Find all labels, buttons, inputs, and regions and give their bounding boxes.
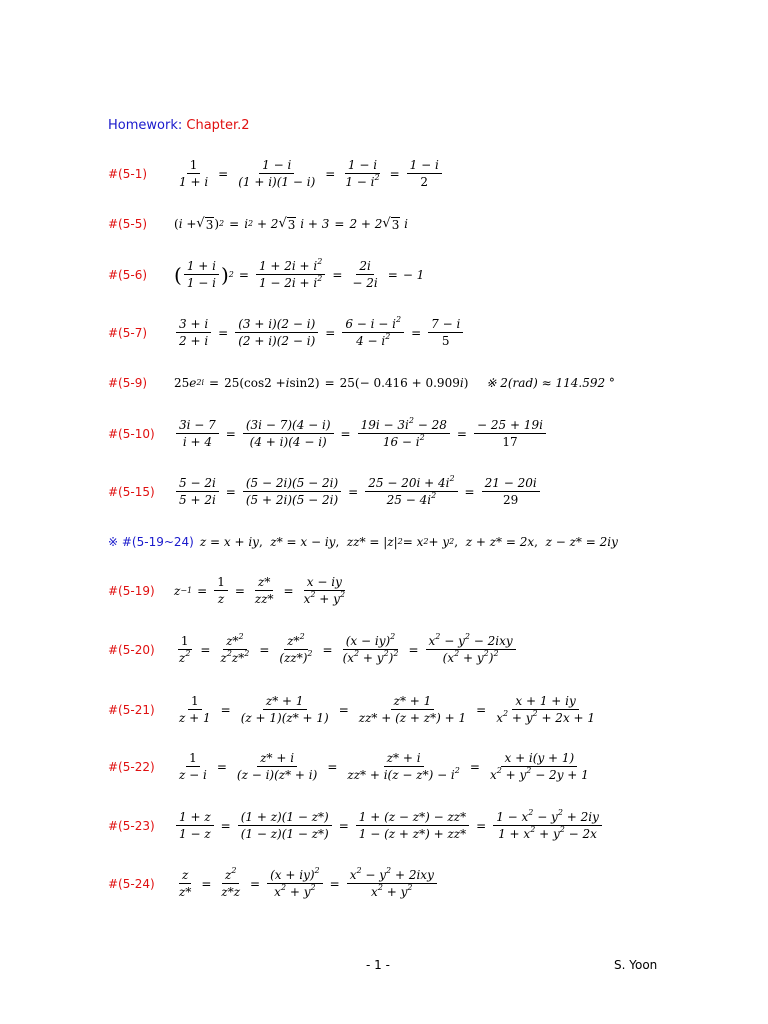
equation: $\frac{1}{z^2}$ = $\frac{z*^2}{z^2z*^2}$ = $\frac{z*^2}{(zz*)^2}$ = $\frac{(x - iy)^2}{(x^2 + y^2)^2}$ = $\frac{x^2 - y^2 - 2ixy}{(x^2 + y^2)^2}$ bbox=[174, 634, 518, 665]
homework-label: Homework: bbox=[108, 118, 183, 133]
equation: $\frac{z}{z*}$ = $\frac{z^2}{z*z}$ = $\frac{(x + iy)^2}{x^2 + y^2}$ = $\frac{x^2 - y^2 + 2ixy}{x^2 + y^2}$ bbox=[174, 868, 439, 899]
problem-label: #(5-10) bbox=[108, 426, 155, 441]
problem-5-20 bbox=[108, 634, 518, 665]
problem-5-1 bbox=[108, 158, 444, 189]
page-heading bbox=[108, 118, 250, 133]
problem-5-22 bbox=[108, 751, 594, 782]
problem-label: #(5-22) bbox=[108, 759, 155, 774]
page-number: - 1 - bbox=[366, 958, 390, 972]
equation: ( $\frac{1 + i}{1 - i}$ ) 2 = $\frac{1 + 2i + i^2}{1 - 2i + i^2}$ = $\frac{2i}{- 2i}$ = − 1 bbox=[174, 257, 425, 290]
problem-label: #(5-19) bbox=[108, 583, 155, 598]
problem-5-6 bbox=[108, 259, 424, 290]
problem-label: #(5-9) bbox=[108, 376, 148, 390]
problem-label: #(5-6) bbox=[108, 267, 148, 282]
chapter-label: Chapter.2 bbox=[186, 118, 250, 133]
problem-5-21 bbox=[108, 694, 600, 725]
problem-label: #(5-1) bbox=[108, 166, 148, 181]
radian-note: ※ 2(rad) ≈ 114.592 ° bbox=[486, 376, 615, 390]
problem-label: #(5-21) bbox=[108, 702, 155, 717]
equation: $\frac{3i - 7}{i + 4}$ = $\frac{(3i - 7)(4 - i)}{(4 + i)(4 - i)}$ = $\frac{19i - 3i^2 - 28}{16 - i^2}$ = $\frac{- 25 + 19i}{17}$ bbox=[174, 418, 548, 449]
problem-label: #(5-20) bbox=[108, 642, 155, 657]
equation: z −1 = $\frac{1}{z}$ = $\frac{z*}{zz*}$ = $\frac{x - iy}{x^2 + y^2}$ bbox=[174, 575, 346, 606]
problem-label: #(5-7) bbox=[108, 325, 148, 340]
equation: ( i + √ 3 ) 2 = i 2 + 2 √ 3 i + 3 = 2 + 2 √ 3 i bbox=[174, 216, 408, 232]
equation: 25 e 2i = 25(cos2 + i sin2) = 25(− 0.416 + 0.909 i ) ※ 2(rad) ≈ 114.592 ° bbox=[174, 376, 615, 390]
problem-label: #(5-24) bbox=[108, 876, 155, 891]
problem-5-10 bbox=[108, 418, 548, 449]
equation: $\frac{3 + i}{2 + i}$ = $\frac{(3 + i)(2 - i)}{(2 + i)(2 - i)}$ = $\frac{6 - i - i^2}{4 - i^2}$ = $\frac{7 - i}{5}$ bbox=[174, 317, 465, 348]
problem-5-15 bbox=[108, 476, 542, 507]
problem-label: #(5-15) bbox=[108, 484, 155, 499]
author-name: S. Yoon bbox=[614, 958, 658, 972]
equation: $\frac{1}{z - i}$ = $\frac{z* + i}{(z - i)(z* + i)}$ = $\frac{z* + i}{zz* + i(z - z*) - i^2}$ = $\frac{x + i(y + 1)}{x^2 + y^2 - 2y + 1}$ bbox=[179, 751, 589, 782]
problem-label: #(5-23) bbox=[108, 818, 155, 833]
definition-note bbox=[108, 535, 618, 549]
equation: $\frac{1}{z + 1}$ = $\frac{z* + 1}{(z + 1)(z* + 1)}$ = $\frac{z* + 1}{zz* + (z + z*) + 1}$ = $\frac{x + 1 + iy}{x^2 + y^2 + 2x + 1}$ bbox=[179, 694, 596, 725]
equation: $\frac{5 - 2i}{5 + 2i}$ = $\frac{(5 - 2i)(5 - 2i)}{(5 + 2i)(5 - 2i)}$ = $\frac{25 - 20i + 4i^2}{25 - 4i^2}$ = $\frac{21 - 20i}{29}$ bbox=[174, 476, 542, 507]
equation: $\frac{1 + z}{1 - z}$ = $\frac{(1 + z)(1 - z*)}{(1 - z)(1 - z*)}$ = $\frac{1 + (z - z*) - zz*}{1 - (z + z*) + zz*}$ = $\frac{1 - x^2 - y^2 + 2iy}{1 + x^2 + y^2 - 2x}$ bbox=[174, 810, 604, 841]
problem-5-24 bbox=[108, 868, 439, 899]
equation: $\frac{1}{1 + i}$ = $\frac{1 - i}{(1 + i)(1 - i)}$ = $\frac{1 - i}{1 - i^2}$ = $\frac{1 - i}{2}$ bbox=[174, 158, 444, 189]
problem-5-7 bbox=[108, 317, 465, 348]
problem-5-23 bbox=[108, 810, 604, 841]
problem-5-9 bbox=[108, 376, 615, 390]
problem-label: ※ #(5-19~24) bbox=[108, 535, 194, 549]
problem-5-5 bbox=[108, 216, 408, 232]
equation: z = x + iy , z* = x − iy , zz* = |z| 2 = x 2 + y 2 , z + z* = 2x , z − z* = 2iy bbox=[199, 535, 618, 549]
problem-5-19 bbox=[108, 575, 350, 606]
problem-label: #(5-5) bbox=[108, 217, 148, 231]
